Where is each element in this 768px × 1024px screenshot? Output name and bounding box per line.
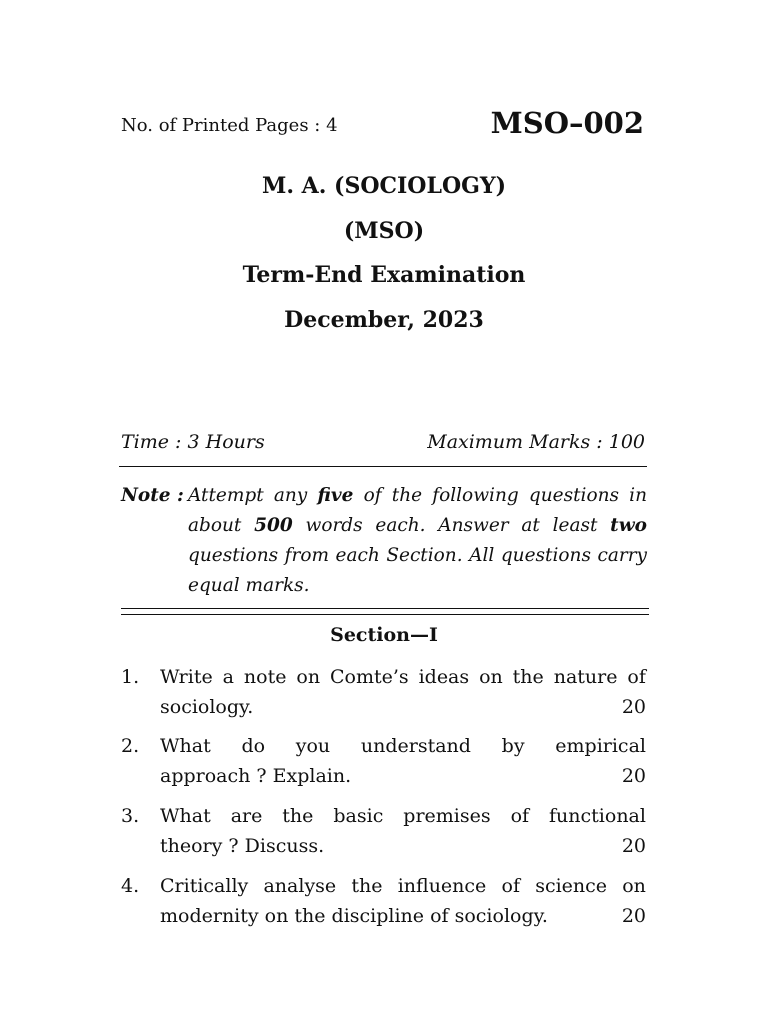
question-word: Write	[160, 666, 213, 688]
question-word: analyse	[263, 875, 337, 897]
question-word: a	[222, 666, 234, 688]
question-word: empirical	[555, 735, 646, 757]
program-title: M. A. (SOCIOLOGY)	[261, 173, 507, 199]
question-marks: 20	[621, 905, 646, 927]
question-word: by	[501, 735, 525, 757]
note-text-part: words each. Answer at least	[292, 515, 611, 536]
note-text-part: of the following questions in about	[188, 485, 647, 536]
question-word: you	[295, 735, 331, 757]
question-line	[160, 901, 646, 931]
question-word: the	[512, 666, 544, 688]
question-word: on	[622, 875, 646, 897]
question-text: theory ? Discuss.	[160, 835, 325, 857]
question-word: of	[501, 875, 520, 897]
exam-date: December, 2023	[284, 307, 484, 333]
question-word: science	[535, 875, 608, 897]
maximum-marks: Maximum Marks : 100	[427, 431, 645, 453]
question-body	[160, 662, 646, 722]
question-word: the	[351, 875, 383, 897]
question-word: basic	[333, 805, 384, 827]
question-word: ideas	[418, 666, 470, 688]
question-number: 4.	[121, 875, 140, 897]
note-emphasis: 500	[254, 515, 293, 536]
question-marks: 20	[621, 835, 646, 857]
question-text: sociology.	[160, 696, 254, 718]
question-word: Critically	[160, 875, 249, 897]
question-line	[160, 731, 646, 761]
question-word: functional	[549, 805, 646, 827]
question-marks: 20	[621, 765, 646, 787]
question-word: the	[282, 805, 314, 827]
question-line	[160, 662, 646, 692]
question-body	[160, 731, 646, 791]
question-word: do	[241, 735, 266, 757]
time-allowed: Time : 3 Hours	[121, 431, 265, 453]
printed-pages-count: No. of Printed Pages : 4	[121, 115, 338, 136]
question-number: 1.	[121, 666, 140, 688]
note-emphasis: two	[610, 515, 647, 536]
note-text-part: Attempt any	[188, 485, 318, 506]
note-text-part: questions from each Section. All questions carry equal marks.	[188, 545, 647, 596]
question-word: Comte’s	[329, 666, 409, 688]
section-title: Section—I	[330, 624, 438, 646]
question-word: influence	[397, 875, 487, 897]
question-word: understand	[360, 735, 471, 757]
note-text	[188, 481, 647, 601]
question-word: are	[230, 805, 263, 827]
note-emphasis: five	[317, 485, 354, 506]
question-body	[160, 871, 646, 931]
question-line	[160, 692, 646, 722]
question-marks: 20	[621, 696, 646, 718]
question-number: 2.	[121, 735, 140, 757]
question-word: premises	[403, 805, 491, 827]
program-abbreviation: (MSO)	[343, 218, 425, 244]
course-code: MSO–002	[490, 106, 644, 140]
question-number: 3.	[121, 805, 140, 827]
question-body	[160, 801, 646, 861]
question-text: modernity on the discipline of sociology.	[160, 905, 548, 927]
question-word: on	[479, 666, 503, 688]
question-line	[160, 801, 646, 831]
double-divider	[121, 608, 649, 615]
question-text: approach ? Explain.	[160, 765, 352, 787]
divider	[119, 466, 647, 467]
question-word: note	[243, 666, 287, 688]
exam-title: Term-End Examination	[242, 262, 526, 288]
question-line	[160, 871, 646, 901]
question-line	[160, 761, 646, 791]
question-word: of	[510, 805, 530, 827]
question-word: What	[160, 805, 211, 827]
question-word: of	[627, 666, 646, 688]
question-word: on	[296, 666, 321, 688]
note-label: Note :	[121, 485, 184, 506]
question-word: nature	[553, 666, 618, 688]
question-word: What	[160, 735, 211, 757]
question-line	[160, 831, 646, 861]
exam-meta	[121, 429, 645, 455]
